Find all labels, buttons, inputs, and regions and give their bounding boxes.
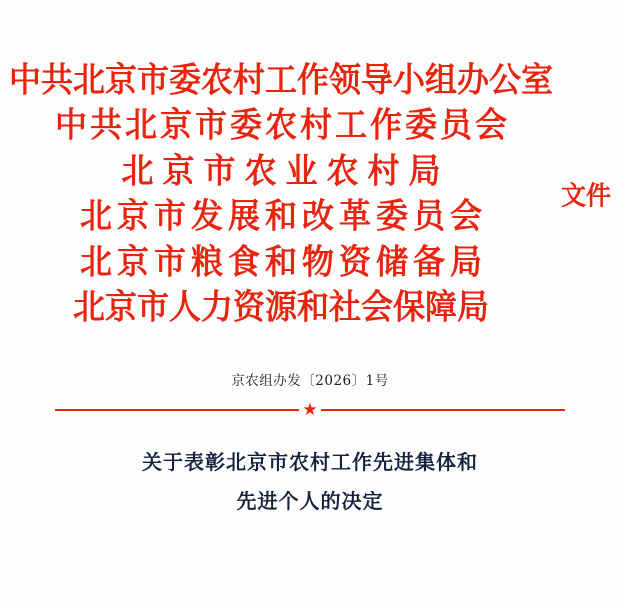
document-number: 京农组办发〔2026〕1号: [231, 372, 389, 389]
title-line-2: 先进个人的决定: [236, 488, 384, 513]
document-title: [0, 443, 620, 521]
issuer-line-6: 北京市人力资源和社会保障局: [72, 287, 489, 328]
star-icon: ★: [299, 400, 321, 422]
red-separator-rule: [55, 399, 565, 420]
title-line-1: 关于表彰北京市农村工作先进集体和: [142, 449, 478, 474]
issuing-authorities: [9, 58, 553, 331]
issuer-line-3: 北京市农业农村局: [121, 150, 450, 191]
issuer-line-5: 北京市粮食和物资储备局: [79, 241, 487, 282]
issuer-line-1: 中共北京市委农村工作领导小组办公室: [8, 59, 553, 101]
document-word-label: 文件: [561, 180, 612, 212]
issuer-line-2: 中共北京市委农村工作委员会: [54, 105, 510, 146]
issuer-line-4: 北京市发展和改革委员会: [79, 196, 487, 237]
